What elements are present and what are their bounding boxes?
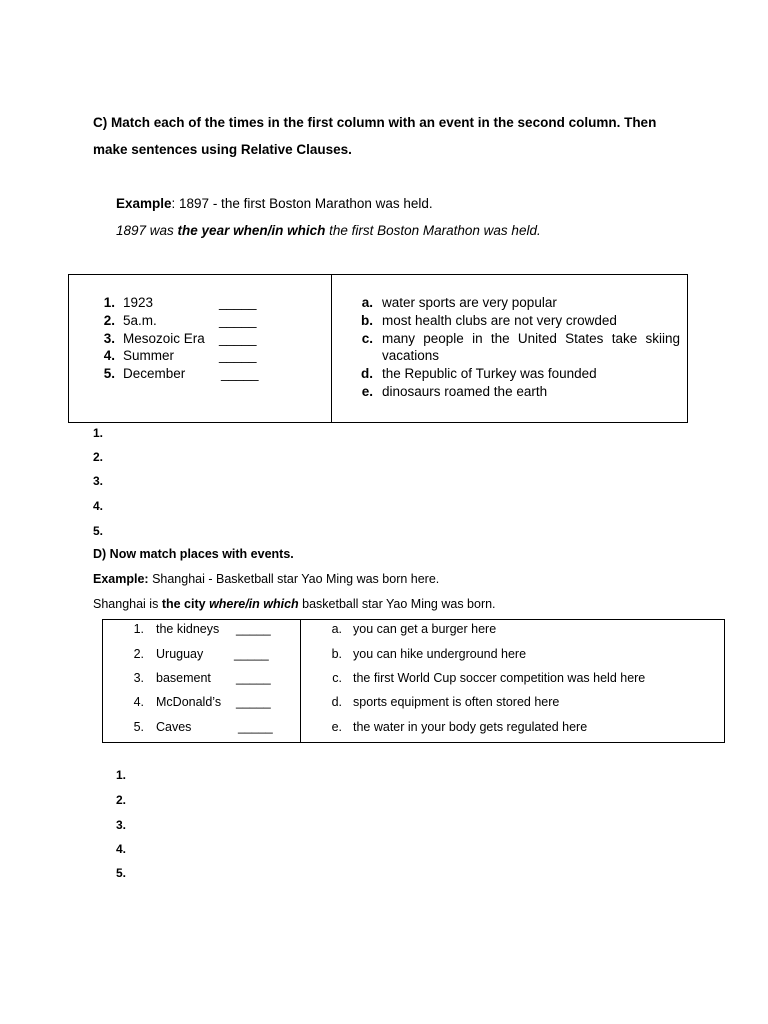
event-text: water sports are very popular xyxy=(382,295,557,310)
time-item-1 xyxy=(99,294,299,312)
item-number: 1. xyxy=(133,622,144,636)
time-item-3 xyxy=(99,330,299,348)
section-d-heading: D) Now match places with events. xyxy=(93,547,294,561)
event-text: sports equipment is often stored here xyxy=(353,695,560,709)
example-sentence-part2: basketball star Yao Ming was born. xyxy=(298,597,496,611)
item-number: 2. xyxy=(133,647,144,661)
time-text: Summer xyxy=(123,348,175,363)
event-text: the first World Cup soccer competition was held here xyxy=(353,671,646,685)
place-event-item-c xyxy=(330,670,722,686)
example-sentence-part2: the first Boston Marathon was held. xyxy=(325,223,541,238)
time-item-4 xyxy=(99,347,299,365)
item-letter: b. xyxy=(331,647,342,661)
section-c-instruction-line2: make sentences using Relative Clauses. xyxy=(93,142,352,157)
example-sentence-part1: 1897 was xyxy=(116,223,178,238)
section-c-instruction-line1: C) Match each of the times in the first column with an event in the second column. Then xyxy=(93,115,657,130)
time-text: December xyxy=(123,366,186,381)
example-sentence-bold-italic: where/in which xyxy=(209,597,299,611)
table-divider xyxy=(331,275,332,422)
place-text: the kidneys xyxy=(156,622,220,636)
item-letter: e. xyxy=(361,384,373,399)
place-item-5 xyxy=(132,719,297,735)
place-item-4 xyxy=(132,694,297,710)
place-text: Caves xyxy=(156,720,192,734)
example-label: Example xyxy=(116,196,172,211)
event-item-a xyxy=(359,294,684,312)
matching-table-times xyxy=(68,274,688,423)
answer-blank[interactable]: _____ xyxy=(236,671,271,685)
time-item-2 xyxy=(99,312,299,330)
item-number: 3. xyxy=(133,671,144,685)
answer-line-5: 5. xyxy=(93,524,104,538)
item-letter: c. xyxy=(332,671,342,685)
answer-blank[interactable]: _____ xyxy=(236,695,271,709)
item-letter: b. xyxy=(361,313,373,328)
place-item-3 xyxy=(132,670,297,686)
section-c-example-sentence xyxy=(116,223,541,238)
answer-line-5: 5. xyxy=(116,866,127,880)
time-text: 5a.m. xyxy=(123,313,157,328)
place-event-item-a xyxy=(330,621,722,637)
time-text: 1923 xyxy=(123,295,154,310)
place-event-item-b xyxy=(330,646,722,662)
item-number: 3. xyxy=(103,331,115,346)
place-item-2 xyxy=(132,646,297,662)
time-text: Mesozoic Era xyxy=(123,331,205,346)
event-item-d xyxy=(359,365,684,383)
place-event-item-d xyxy=(330,694,722,710)
answer-blank[interactable]: _____ xyxy=(219,331,257,346)
event-text-continued: vacations xyxy=(382,348,440,363)
place-text: basement xyxy=(156,671,211,685)
item-letter: a. xyxy=(331,622,342,636)
matching-table-places xyxy=(102,619,725,743)
section-c-example xyxy=(116,196,433,211)
answer-blank[interactable]: _____ xyxy=(234,647,269,661)
event-item-e xyxy=(359,383,684,401)
section-d-example-sentence xyxy=(93,597,496,611)
example-text: Shanghai - Basketball star Yao Ming was born here. xyxy=(148,572,440,586)
answer-blank[interactable]: _____ xyxy=(219,295,257,310)
event-item-c-continued xyxy=(359,347,684,365)
event-text: most health clubs are not very crowded xyxy=(382,313,617,328)
event-text: you can hike underground here xyxy=(353,647,527,661)
event-item-b xyxy=(359,312,684,330)
section-d-example xyxy=(93,572,439,586)
event-item-c xyxy=(359,330,684,348)
place-text: Uruguay xyxy=(156,647,204,661)
event-text: the water in your body gets regulated here xyxy=(353,720,588,734)
example-sentence-bold: the year when/in which xyxy=(177,223,326,238)
item-letter: d. xyxy=(361,366,373,381)
answer-line-2: 2. xyxy=(116,793,127,807)
example-label: Example: xyxy=(93,572,149,586)
example-text: : 1897 - the first Boston Marathon was held. xyxy=(171,196,433,211)
place-event-item-e xyxy=(330,719,722,735)
event-text: the Republic of Turkey was founded xyxy=(382,366,597,381)
answer-line-3: 3. xyxy=(93,474,104,488)
time-item-5 xyxy=(99,365,299,383)
answer-line-3: 3. xyxy=(116,818,127,832)
place-text: McDonald’s xyxy=(156,695,222,709)
answer-line-4: 4. xyxy=(93,499,104,513)
item-number: 2. xyxy=(103,313,115,328)
table-divider xyxy=(300,620,301,742)
event-text: many people in the United States take skiing xyxy=(382,331,680,346)
item-number: 1. xyxy=(103,295,115,310)
item-letter: e. xyxy=(331,720,342,734)
event-text: dinosaurs roamed the earth xyxy=(382,384,548,399)
place-item-1 xyxy=(132,621,297,637)
answer-blank[interactable]: _____ xyxy=(236,622,271,636)
event-text: you can get a burger here xyxy=(353,622,497,636)
answer-blank[interactable]: _____ xyxy=(219,348,257,363)
item-number: 5. xyxy=(133,720,144,734)
example-sentence-bold: the city xyxy=(161,597,210,611)
answer-blank[interactable]: _____ xyxy=(238,720,273,734)
item-number: 5. xyxy=(103,366,115,381)
answer-line-1: 1. xyxy=(116,768,127,782)
item-letter: c. xyxy=(361,331,373,346)
item-letter: d. xyxy=(331,695,342,709)
answer-blank[interactable]: _____ xyxy=(221,366,259,381)
item-letter: a. xyxy=(361,295,373,310)
item-number: 4. xyxy=(103,348,115,363)
example-sentence-part1: Shanghai is xyxy=(93,597,162,611)
answer-line-4: 4. xyxy=(116,842,127,856)
answer-line-1: 1. xyxy=(93,426,104,440)
answer-blank[interactable]: _____ xyxy=(219,313,257,328)
answer-line-2: 2. xyxy=(93,450,104,464)
item-number: 4. xyxy=(133,695,144,709)
